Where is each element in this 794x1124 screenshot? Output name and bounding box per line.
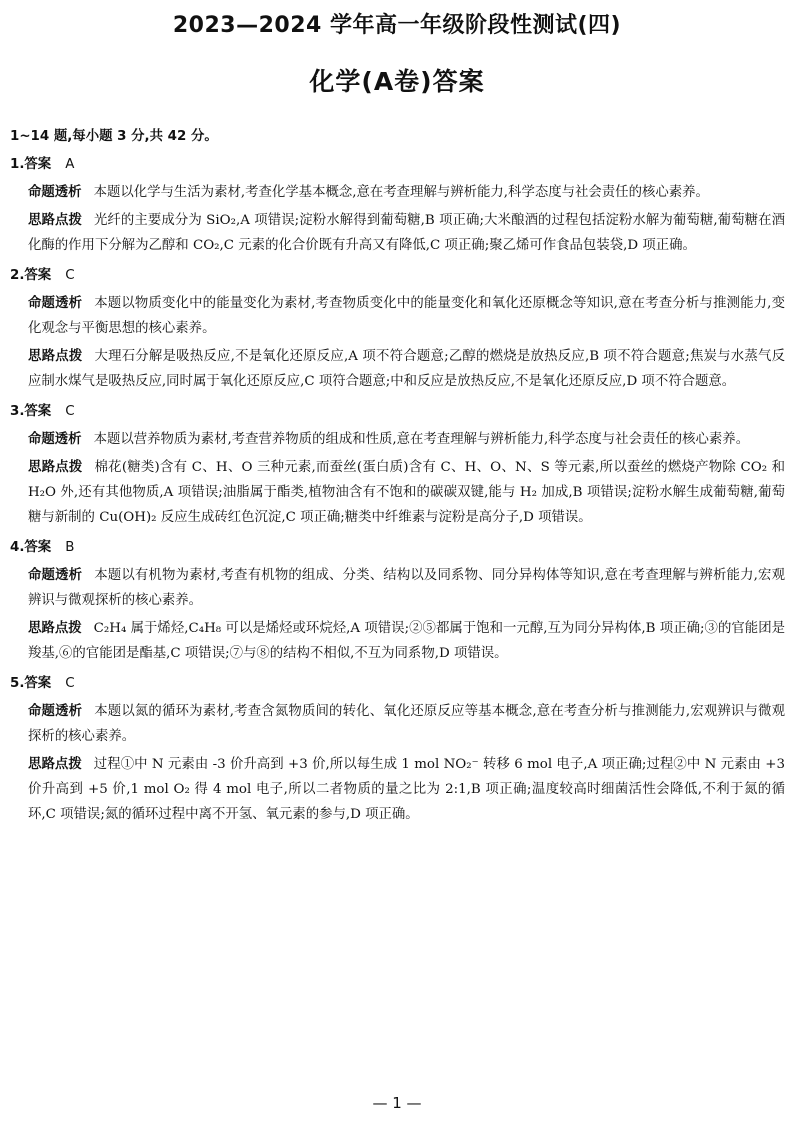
analysis-text: 本题以物质变化中的能量变化为素材,考查物质变化中的能量变化和氧化还原概念等知识,意在考查分析与推测能力,变化观念与平衡思想的核心素养。 [28,296,785,336]
hint-paragraph [10,455,785,530]
answer-value: A [65,157,75,172]
analysis-text: 本题以有机物为素材,考查有机物的组成、分类、结构以及同系物、同分异构体等知识,意在考查理解与辨析能力,宏观辨识与微观探析的核心素养。 [28,568,785,608]
analysis-text: 本题以氮的循环为素材,考查含氮物质间的转化、氧化还原反应等基本概念,意在考查分析与推测能力,宏观辨识与微观探析的核心素养。 [28,704,785,744]
page-subtitle: 化学(A卷)答案 [309,67,485,96]
hint-paragraph [10,616,785,666]
analysis-paragraph [10,291,785,341]
hint-label: 思路点拨 [28,349,83,364]
hint-paragraph [10,752,785,827]
question-number: 2. [10,268,25,283]
answer-label: 答案 [24,268,52,283]
answer-label: 答案 [24,540,52,555]
question-header [10,152,785,177]
analysis-paragraph [10,699,785,749]
question-header [10,671,785,696]
scoring-intro: 1~14 题,每小题 3 分,共 42 分。 [10,129,218,144]
question-item [10,399,785,530]
question-item [10,535,785,666]
question-number: 3. [10,404,25,419]
analysis-paragraph [10,563,785,613]
hint-label: 思路点拨 [28,213,82,228]
analysis-text: 本题以化学与生活为素材,考查化学基本概念,意在考查理解与辨析能力,科学态度与社会责任的核心素养。 [93,185,709,200]
question-number: 1. [10,157,25,172]
answer-content [10,124,785,832]
question-header [10,263,785,288]
analysis-label: 命题透析 [28,185,82,200]
hint-paragraph [10,344,785,394]
answer-value: C [65,268,75,283]
question-item [10,152,785,258]
question-number: 4. [10,540,25,555]
hint-text: 光纤的主要成分为 SiO₂,A 项错误;淀粉水解得到葡萄糖,B 项正确;大米酿酒的过程包括淀粉水解为葡萄糖,葡萄糖在酒化酶的作用下分解为乙醇和 CO₂,C 元素的化合价既有升高又有降低,C 项正确;聚乙烯可作食品包装袋,D 项正确。 [28,213,786,253]
page-number: — 1 — [372,1094,422,1112]
answer-value: C [65,404,75,419]
question-header [10,399,785,424]
analysis-paragraph [10,427,785,452]
analysis-label: 命题透析 [28,432,82,447]
analysis-label: 命题透析 [28,568,83,583]
hint-text: 过程①中 N 元素由 -3 价升高到 +3 价,所以每生成 1 mol NO₂⁻ 转移 6 mol 电子,A 项正确;过程②中 N 元素由 +3 价升高到 +5 价,1 mol O₂ 得 4 mol 电子,所以二者物质的量之比为 2:1,B 项正确;温度较高时细菌活性会降低,不利于氮的循环,C 项错误;氮的循环过程中离不开氢、氧元素的参与,D 项正确。 [28,757,786,822]
hint-text: C₂H₄ 属于烯烃,C₄H₈ 可以是烯烃或环烷烃,A 项错误;②⑤都属于饱和一元醇,互为同分异构体,B 项正确;③的官能团是羧基,⑥的官能团是酯基,C 项错误;⑦与⑧的结构不相似,不互为同系物,D 项错误。 [28,621,786,661]
hint-text: 大理石分解是吸热反应,不是氧化还原反应,A 项不符合题意;乙醇的燃烧是放热反应,B 项不符合题意;焦炭与水蒸气反应制水煤气是吸热反应,同时属于氧化还原反应,C 项符合题意;中和反应是放热反应,不是氧化还原反应,D 项不符合题意。 [28,349,786,389]
analysis-label: 命题透析 [28,704,83,719]
hint-label: 思路点拨 [28,757,82,772]
answer-label: 答案 [24,404,52,419]
analysis-paragraph [10,180,785,205]
hint-paragraph [10,208,785,258]
question-number: 5. [10,676,25,691]
analysis-label: 命题透析 [28,296,83,311]
question-header [10,535,785,560]
question-item [10,263,785,394]
answer-label: 答案 [24,676,52,691]
hint-label: 思路点拨 [28,621,82,636]
hint-label: 思路点拨 [28,460,83,475]
answer-value: C [65,676,75,691]
analysis-text: 本题以营养物质为素材,考查营养物质的组成和性质,意在考查理解与辨析能力,科学态度与社会责任的核心素养。 [93,432,750,447]
answer-label: 答案 [24,157,52,172]
hint-text: 棉花(糖类)含有 C、H、O 三种元素,而蚕丝(蛋白质)含有 C、H、O、N、S 等元素,所以蚕丝的燃烧产物除 CO₂ 和 H₂O 外,还有其他物质,A 项错误;油脂属于酯类,植物油含有不饱和的碳碳双键,能与 H₂ 加成,B 项错误;淀粉水解生成葡萄糖,葡萄糖与新制的 Cu(OH)₂ 反应生成砖红色沉淀,C 项正确;糖类中纤维素与淀粉是高分子,D 项错误。 [28,460,786,525]
page-title: 2023—2024 学年高一年级阶段性测试(四) [172,13,622,38]
answer-value: B [65,540,75,555]
question-item [10,671,785,827]
